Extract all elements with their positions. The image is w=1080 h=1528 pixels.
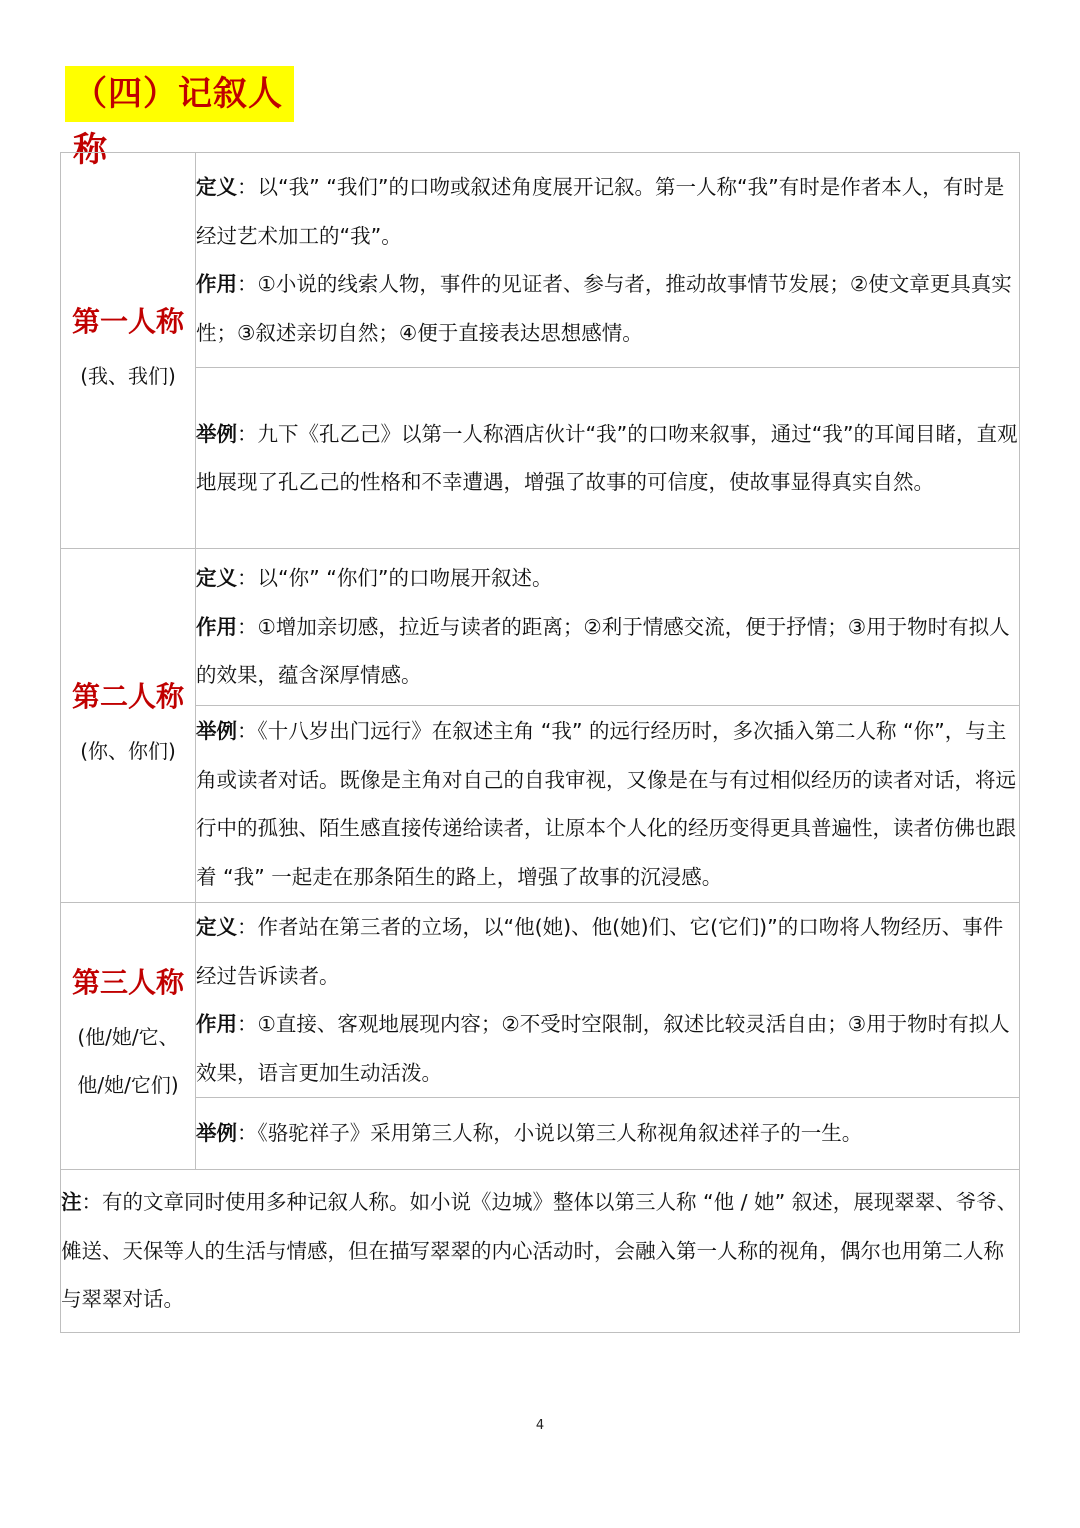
- definition-label: 定义: [196, 175, 237, 199]
- section-title: （四）记叙人称: [65, 66, 294, 122]
- third-person-sublabel: [61, 1013, 195, 1109]
- second-person-definition-cell: [196, 549, 1020, 706]
- note-cell: [61, 1170, 1020, 1333]
- third-person-example: ：《骆驼祥子》采用第三人称，小说以第三人称视角叙述祥子的一生。: [237, 1121, 863, 1146]
- example-label: 举例: [196, 719, 237, 743]
- first-person-label: 第一人称: [71, 304, 184, 338]
- third-person-sublabel-line2: 他/她/它们): [77, 1073, 179, 1097]
- second-person-example-cell: [196, 706, 1020, 903]
- example-label: 举例: [196, 421, 237, 446]
- second-person-sublabel: (你、你们): [80, 738, 176, 763]
- third-person-sublabel-line1: (他/她/它、: [77, 1025, 179, 1049]
- definition-label: 定义: [196, 566, 237, 591]
- first-person-example-row: [61, 368, 1020, 549]
- third-person-label: 第三人称: [71, 966, 184, 999]
- third-person-row: [61, 903, 1020, 1098]
- second-person-definition: ：以“你” “你们”的口吻展开叙述。: [237, 566, 553, 591]
- first-person-function: ：①小说的线索人物，事件的见证者、参与者，推动故事情节发展；②使文章更具真实性；③叙述亲切自然；④便于直接表达思想感情。: [196, 272, 1012, 345]
- first-person-label-cell: [61, 153, 196, 549]
- definition-label: 定义: [196, 915, 237, 939]
- second-person-example: ：《十八岁出门远行》在叙述主角 “我” 的远行经历时，多次插入第二人称 “你”，与主角或读者对话。既像是主角对自己的自我审视，又像是在与有过相似经历的读者对话，将远行中的孤独、陌生感直接传递给读者，让原本个人化的经历变得更具普遍性，读者仿佛也跟着 “我” 一起走在那条陌生的路上，增强了故事的沉浸感。: [196, 719, 1016, 889]
- note-text: ：有的文章同时使用多种记叙人称。如小说《边城》整体以第三人称 “他 / 她” 叙述，展现翠翠、爷爷、傩送、天保等人的生活与情感，但在描写翠翠的内心活动时，会融入第一人称的视角，偶尔也用第二人称与翠翠对话。: [61, 1190, 1018, 1312]
- note-label: 注: [61, 1190, 82, 1215]
- function-label: 作用: [196, 614, 237, 639]
- first-person-definition: ：以“我” “我们”的口吻或叙述角度展开记叙。第一人称“我”有时是作者本人，有时是经过艺术加工的“我”。: [196, 175, 1005, 248]
- third-person-example-row: [61, 1098, 1020, 1170]
- third-person-example-cell: [196, 1098, 1020, 1170]
- first-person-definition-cell: [196, 153, 1020, 368]
- first-person-example: ：九下《孔乙己》以第一人称酒店伙计“我”的口吻来叙事，通过“我”的耳闻目睹，直观地展现了孔乙己的性格和不幸遭遇，增强了故事的可信度，使故事显得真实自然。: [196, 421, 1018, 494]
- function-label: 作用: [196, 1012, 237, 1036]
- second-person-label-cell: [61, 549, 196, 903]
- second-person-example-row: [61, 706, 1020, 903]
- third-person-definition: ：作者站在第三者的立场，以“他(她)、他(她)们、它(它们)”的口吻将人物经历、事件经过告诉读者。: [196, 915, 1004, 988]
- first-person-example-cell: [196, 368, 1020, 549]
- example-label: 举例: [196, 1121, 237, 1146]
- third-person-label-cell: [61, 903, 196, 1170]
- second-person-label: 第二人称: [71, 679, 184, 713]
- first-person-row: [61, 153, 1020, 368]
- third-person-function: ：①直接、客观地展现内容；②不受时空限制，叙述比较灵活自由；③用于物时有拟人效果，语言更加生动活泼。: [196, 1012, 1010, 1085]
- third-person-definition-cell: [196, 903, 1020, 1098]
- note-row: [61, 1170, 1020, 1333]
- function-label: 作用: [196, 272, 237, 296]
- page-number: 4: [535, 1418, 545, 1433]
- second-person-row: [61, 549, 1020, 706]
- narrative-person-table: [60, 152, 1020, 1333]
- second-person-function: ：①增加亲切感，拉近与读者的距离；②利于情感交流，便于抒情；③用于物时有拟人的效果，蕴含深厚情感。: [196, 614, 1010, 688]
- first-person-sublabel: (我、我们): [80, 363, 176, 388]
